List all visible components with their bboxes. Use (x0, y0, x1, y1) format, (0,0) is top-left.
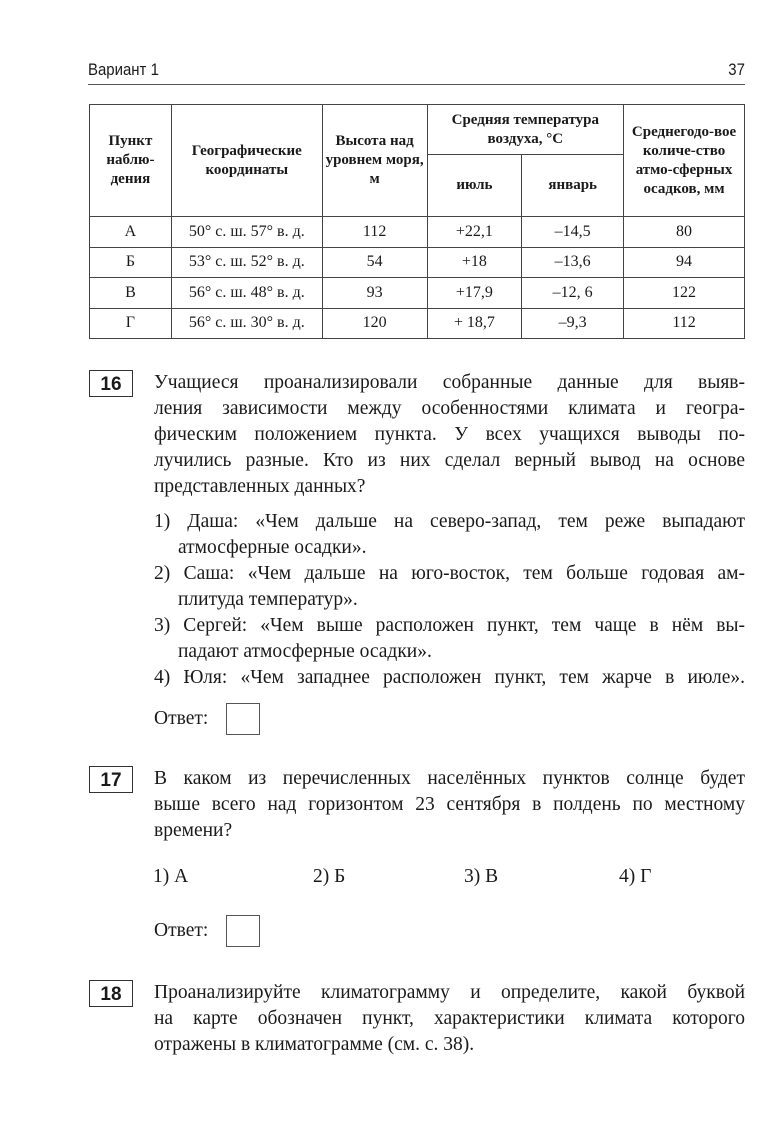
option-text-cont: плитуда температур». (178, 589, 358, 610)
task-17-choice-1: 1) А (153, 866, 189, 887)
task-16-question (154, 370, 745, 500)
cell-coords: 53° с. ш. 52° в. д. (171, 247, 322, 278)
question-line: представленных данных? (154, 476, 366, 497)
question-line: Проанализируйте климатограмму и определите, какой буквой (154, 982, 745, 1003)
cell-july: + 18,7 (427, 308, 522, 339)
page-header (88, 58, 745, 85)
cell-height: 112 (322, 217, 427, 248)
cell-height: 54 (322, 247, 427, 278)
task-17-choice-4: 4) Г (619, 866, 652, 887)
option-text-cont: атмосферные осадки». (178, 537, 367, 558)
task-16-option-1 (154, 509, 745, 561)
cell-july: +17,9 (427, 278, 522, 309)
task-17-number: 17 (89, 766, 133, 793)
variant-label: Вариант 1 (88, 60, 159, 79)
header-january: январь (522, 155, 624, 217)
header-height: Высота над уровнем моря, м (322, 105, 427, 217)
cell-precip: 80 (624, 217, 745, 248)
question-line: на карте обозначен пункт, характеристики климата которого (154, 1008, 745, 1029)
answer-box[interactable] (226, 703, 260, 735)
answer-box[interactable] (226, 915, 260, 947)
header-temperature: Средняя температура воздуха, °С (427, 105, 624, 155)
cell-point: Б (90, 247, 172, 278)
cell-point: А (90, 217, 172, 248)
task-17-answer (154, 915, 260, 947)
question-line: Учащиеся проанализировали собранные данные для выяв- (154, 372, 745, 393)
task-16-option-2 (154, 561, 745, 613)
table-row (90, 217, 745, 248)
task-16-option-4 (154, 665, 745, 691)
cell-coords: 50° с. ш. 57° в. д. (171, 217, 322, 248)
question-line: фическим положением пункта. У всех учащихся выводы по- (154, 424, 745, 445)
cell-july: +18 (427, 247, 522, 278)
option-text-cont: падают атмосферные осадки». (178, 641, 432, 662)
answer-label: Ответ: (154, 708, 209, 729)
task-18-question (154, 980, 745, 1058)
cell-precip: 122 (624, 278, 745, 309)
cell-january: –13,6 (522, 247, 624, 278)
cell-coords: 56° с. ш. 30° в. д. (171, 308, 322, 339)
question-line: В каком из перечисленных населённых пунктов солнце будет (154, 768, 745, 789)
cell-january: –14,5 (522, 217, 624, 248)
option-text: 3) Сергей: «Чем выше расположен пункт, тем чаще в нём вы- (154, 615, 745, 636)
question-line: отражены в климатограмме (см. с. 38). (154, 1034, 475, 1055)
task-16-option-3 (154, 613, 745, 665)
question-line: времени? (154, 820, 233, 841)
cell-height: 93 (322, 278, 427, 309)
question-line: лучились разные. Кто из них сделал верный вывод на основе (154, 450, 745, 471)
task-18-number: 18 (89, 980, 133, 1007)
cell-coords: 56° с. ш. 48° в. д. (171, 278, 322, 309)
cell-precip: 94 (624, 247, 745, 278)
table-row (90, 308, 745, 339)
header-july: июль (427, 155, 522, 217)
task-17-choice-2: 2) Б (313, 866, 346, 887)
cell-precip: 112 (624, 308, 745, 339)
table-row (90, 247, 745, 278)
climate-data-table (89, 104, 745, 339)
option-text: 1) Даша: «Чем дальше на северо-запад, тем реже выпадают (154, 511, 745, 532)
cell-point: Г (90, 308, 172, 339)
question-line: выше всего над горизонтом 23 сентября в полдень по местному (154, 794, 745, 815)
cell-point: В (90, 278, 172, 309)
task-16-answer (154, 703, 260, 735)
header-coords: Географические координаты (171, 105, 322, 217)
header-point: Пункт наблю-дения (90, 105, 172, 217)
header-precipitation: Среднегодо-вое количе-ство атмо-сферных осадков, мм (624, 105, 745, 217)
cell-july: +22,1 (427, 217, 522, 248)
option-text: 2) Саша: «Чем дальше на юго-восток, тем больше годовая ам- (154, 563, 745, 584)
task-16-number: 16 (89, 370, 133, 397)
cell-january: –9,3 (522, 308, 624, 339)
table-row (90, 278, 745, 309)
question-line: ления зависимости между особенностями климата и геогра- (154, 398, 745, 419)
task-17-question (154, 766, 745, 844)
page-number: 37 (728, 60, 745, 79)
cell-january: –12, 6 (522, 278, 624, 309)
cell-height: 120 (322, 308, 427, 339)
option-text: 4) Юля: «Чем западнее расположен пункт, тем жарче в июле». (154, 667, 745, 688)
answer-label: Ответ: (154, 920, 209, 941)
task-17-choice-3: 3) В (464, 866, 499, 887)
